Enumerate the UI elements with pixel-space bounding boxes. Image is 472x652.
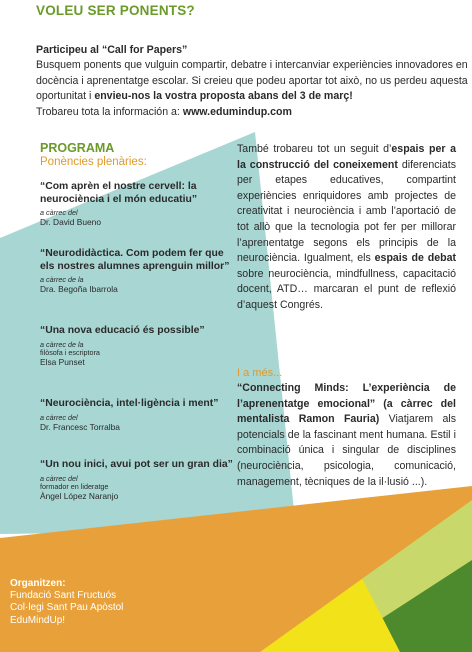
talk-speaker: Elsa Punset	[40, 356, 85, 367]
connecting-minds-paragraph	[237, 381, 456, 490]
talk-4	[40, 398, 240, 432]
text-run: sobre neurociència, mindfullness, capacitació docent, ATD… marcaran el punt de reflexió d’aquest Congrés.	[237, 267, 456, 311]
talk-speaker: Dra. Begoña Ibarrola	[40, 284, 118, 295]
talk-role: formador en lideratge	[40, 481, 109, 491]
talk-speaker: Dr. Francesc Torralba	[40, 421, 120, 432]
plenary-subtitle: Ponències plenàries:	[40, 156, 147, 168]
call-for-papers-info	[36, 105, 468, 120]
cfp-deadline: envieu-nos la vostra proposta abans del 3 de març!	[94, 90, 353, 103]
organizers-block	[10, 578, 123, 627]
talk-2	[40, 248, 240, 294]
call-for-papers-body	[36, 43, 468, 120]
talk-5	[40, 459, 240, 501]
talk-speaker: Dr. David Bueno	[40, 217, 101, 228]
text-run: diferenciats per etapes educatives, compartint experiències enriquidores amb projectes de creativitat i neurociència i amb l’aportació de tot allò que la tecnologia pot fer per millorar l’aprenentatge segons els principis de la neurociència. Igualment, els	[237, 158, 457, 265]
talk-title: “Com aprèn el nostre cervell: la neurociència i el món educatiu”	[40, 181, 198, 205]
talk-carrec: a càrrec del	[40, 412, 78, 422]
cfp-info-text: Trobareu tota la información a:	[36, 105, 183, 118]
website-link[interactable]: www.edumindup.com	[182, 105, 292, 118]
text-run: També trobareu tot un seguit d’	[237, 143, 392, 155]
text-run: Viatjarem als potencials de la fascinant ment humana. Estil i combinació única i singular de disciplines (neurociència, psicologia, comunicació, management, tècniques de la il·lusió ...).	[237, 413, 456, 488]
talk-title: “Un nou inici, avui pot ser un gran dia”	[40, 459, 233, 470]
i-mes-heading: I a més...	[237, 367, 283, 379]
talk-speaker: Àngel López Naranjo	[40, 490, 119, 501]
text-run-bold: espais de debat	[374, 252, 457, 265]
programa-title: PROGRAMA	[40, 141, 115, 155]
cfp-text: Busquem ponents que vulguin compartir, debatre i intercanviar experiències innovadores en docència i aprenentatge escolar. Si creieu que podeu aportar tot això, no us perdeu aquesta oportunitat i	[36, 59, 468, 103]
talk-carrec: a càrrec del	[40, 208, 78, 217]
organizer-item: EduMindUp!	[10, 614, 66, 626]
talk-role: filòsofa i escriptora	[40, 347, 100, 357]
talk-title: “Una nova educació és possible”	[40, 325, 205, 336]
talk-carrec: a càrrec del	[40, 473, 78, 483]
call-for-papers-heading: Participeu al “Call for Papers”	[36, 44, 188, 56]
call-for-papers-title: VOLEU SER PONENTS?	[36, 3, 195, 18]
spaces-paragraph	[237, 142, 456, 314]
text-run-bold: espais per a la construcció del coneixement	[237, 143, 456, 171]
organizers-heading: Organitzen:	[10, 578, 66, 589]
organizer-item: Col·legi Sant Pau Apòstol	[10, 602, 124, 614]
talk-3	[40, 325, 240, 367]
talk-title: “Neurociència, intel·ligència i ment”	[40, 398, 219, 409]
organizer-item: Fundació Sant Fructuós	[10, 590, 117, 602]
call-for-papers-paragraph	[36, 58, 468, 104]
talk-1	[40, 181, 240, 227]
text-run-bold: “Connecting Minds: L’experiència de l’aprenentatge emocional” (a càrrec del mentalista Ramon Fauria)	[237, 382, 456, 426]
talk-carrec: a càrrec de la	[40, 275, 84, 284]
talk-carrec: a càrrec de la	[40, 339, 84, 349]
talk-title: “Neurodidàctica. Com podem fer que els nostres alumnes aprenguin millor”	[40, 248, 230, 272]
